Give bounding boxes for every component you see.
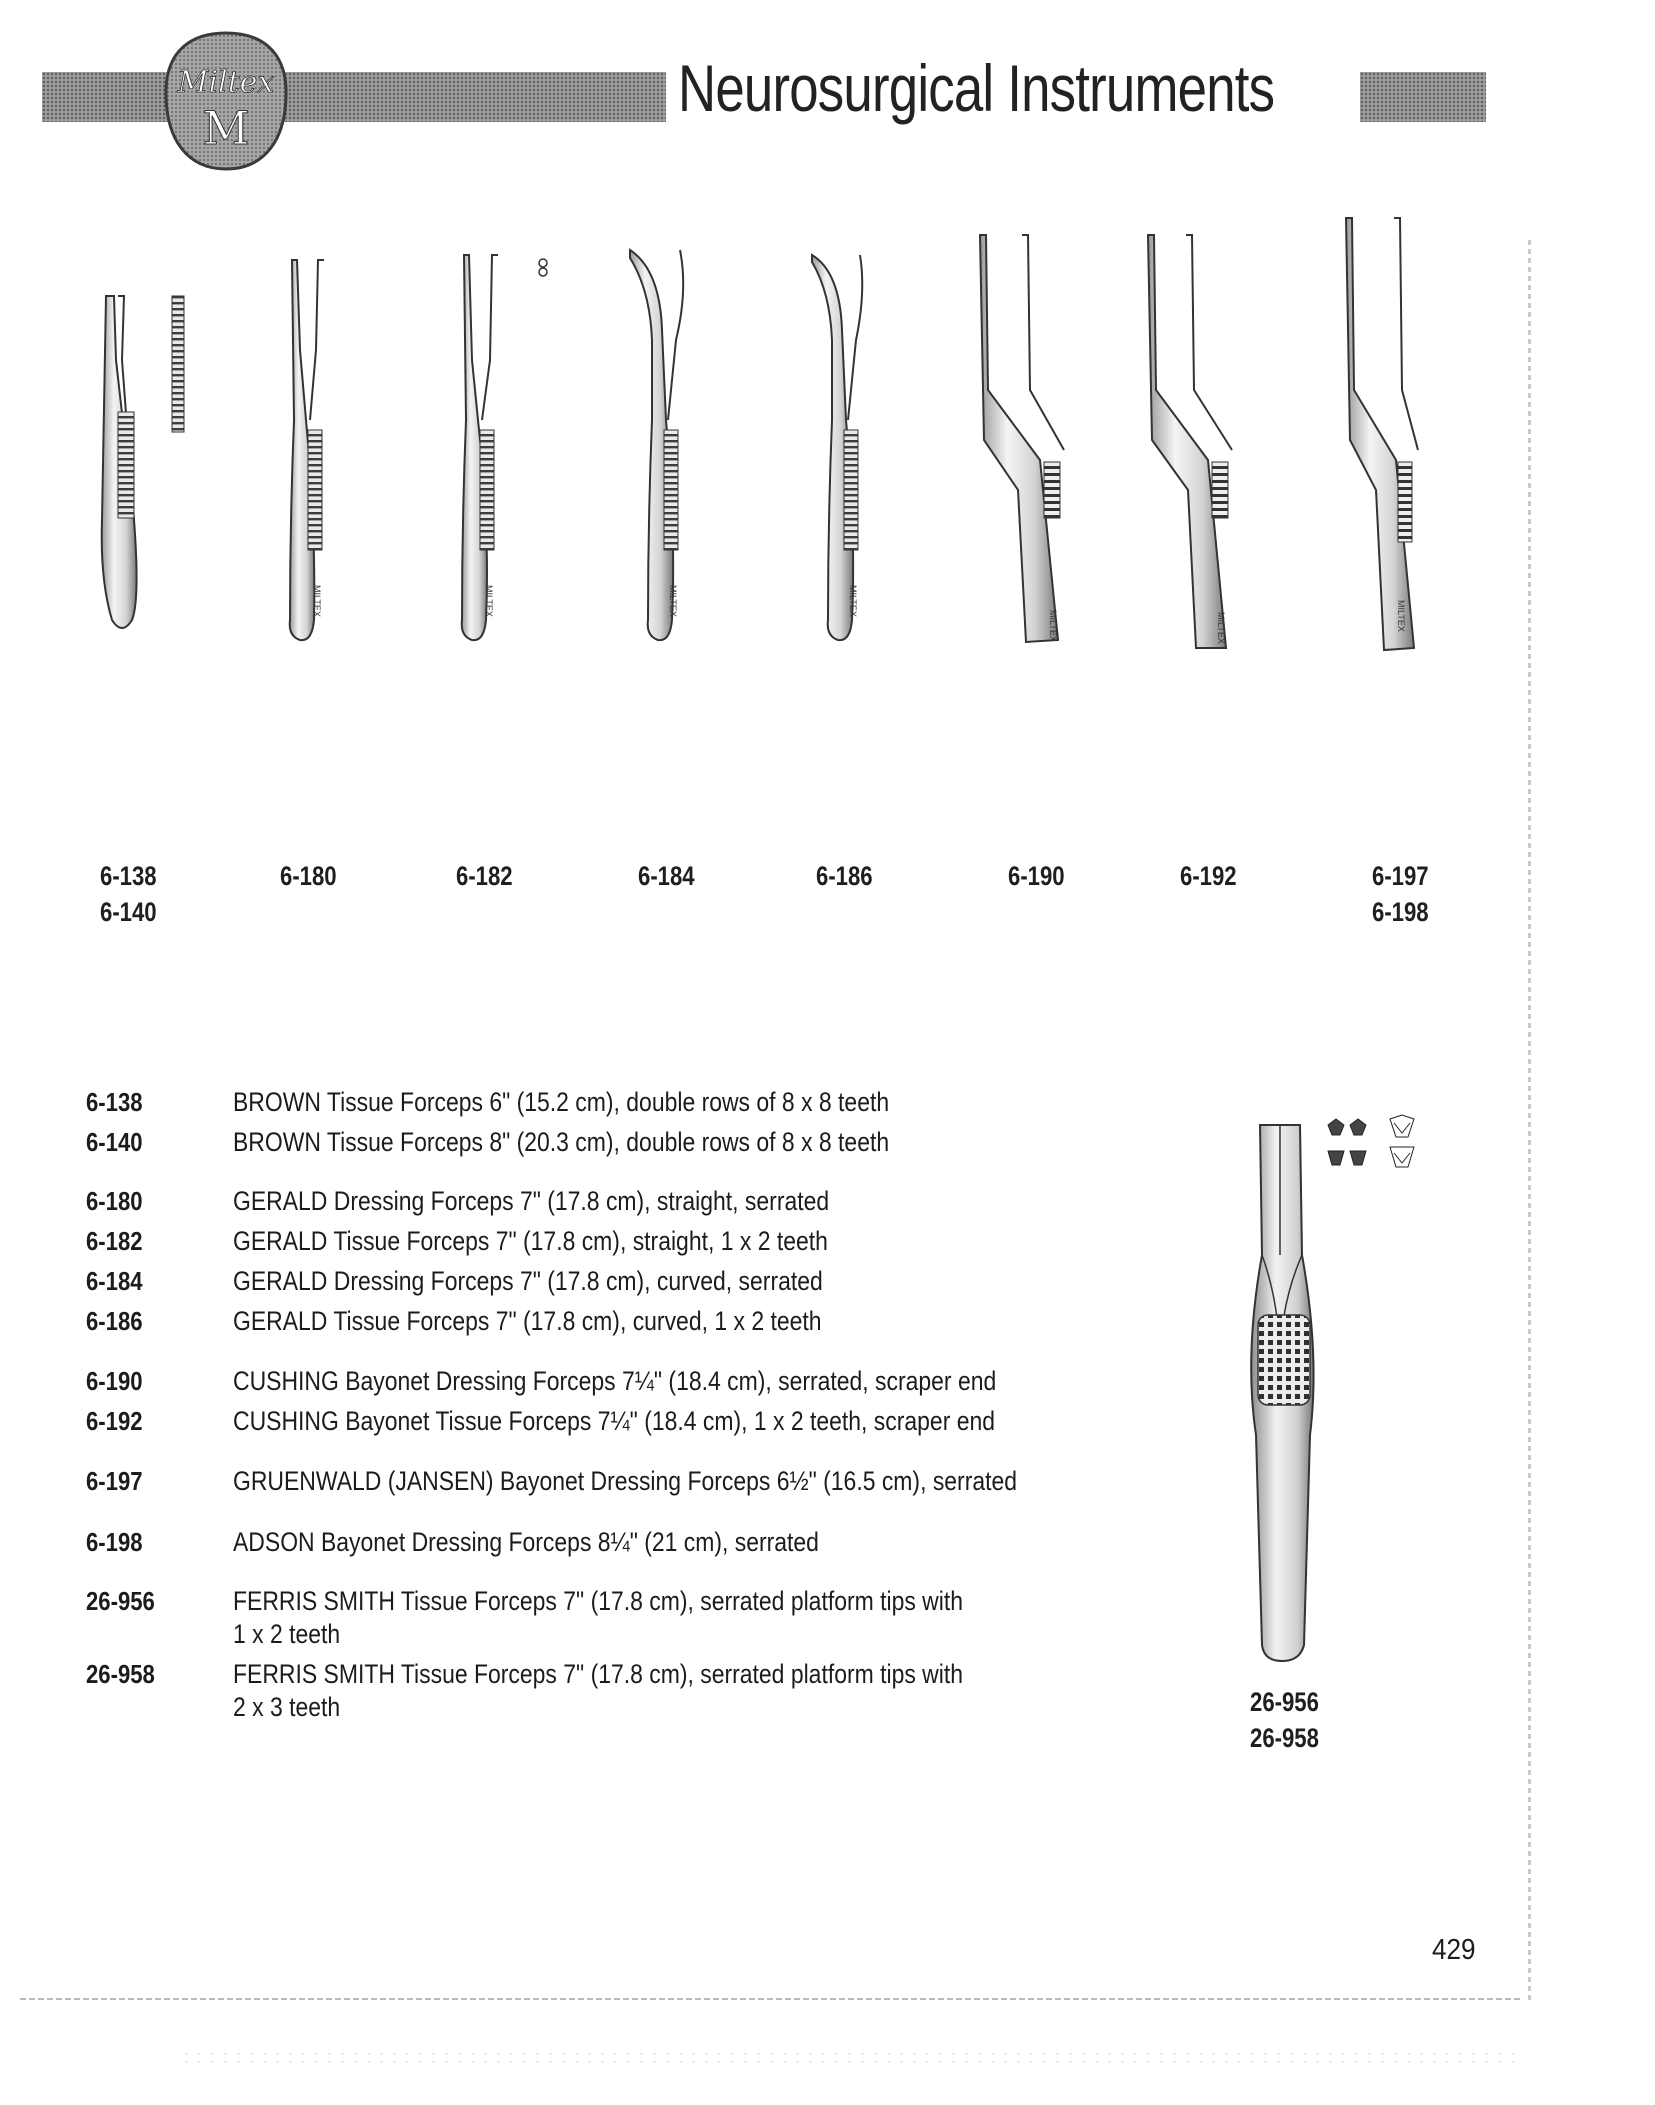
header-bar-middle bbox=[284, 72, 666, 122]
forceps-bayonet-6-197 bbox=[1346, 218, 1418, 650]
header-bar-left bbox=[42, 72, 170, 122]
figure-label-6-190: 6-190 bbox=[1008, 861, 1065, 891]
figure-label-6-186: 6-186 bbox=[816, 861, 873, 891]
product-description-continued: 1 x 2 teeth bbox=[233, 1619, 341, 1649]
product-description-continued: 2 x 3 teeth bbox=[233, 1692, 341, 1722]
tip-detail-icon bbox=[1328, 1115, 1414, 1167]
product-description: CUSHING Bayonet Dressing Forceps 7¼" (18.4 cm), serrated, scraper end bbox=[233, 1366, 997, 1396]
forceps-cushing-6-192 bbox=[1148, 235, 1232, 648]
product-code: 26-958 bbox=[86, 1659, 155, 1689]
handle-imprint: MILTEX bbox=[848, 585, 858, 617]
product-code: 6-138 bbox=[86, 1087, 143, 1117]
ferris-label: 26-956 26-958 bbox=[1250, 1687, 1319, 1753]
svg-text:M: M bbox=[202, 101, 250, 155]
figure-label-6-184: 6-184 bbox=[638, 861, 695, 891]
product-code: 6-186 bbox=[86, 1306, 143, 1336]
scan-bottom-line bbox=[20, 1998, 1520, 2000]
handle-imprint: MILTEX bbox=[1396, 600, 1406, 632]
scan-edge-line bbox=[1528, 240, 1531, 2000]
product-description: ADSON Bayonet Dressing Forceps 8¼" (21 cm), serrated bbox=[233, 1527, 819, 1557]
product-description: GERALD Dressing Forceps 7" (17.8 cm), straight, serrated bbox=[233, 1186, 830, 1216]
forceps-gerald-6-184 bbox=[630, 250, 683, 640]
product-code: 6-198 bbox=[86, 1527, 143, 1557]
product-description: FERRIS SMITH Tissue Forceps 7" (17.8 cm), serrated platform tips with bbox=[233, 1586, 964, 1616]
figure-label-6-182: 6-182 bbox=[456, 861, 513, 891]
product-code: 6-140 bbox=[86, 1127, 143, 1157]
product-description: BROWN Tissue Forceps 8" (20.3 cm), double rows of 8 x 8 teeth bbox=[233, 1127, 890, 1157]
miltex-logo bbox=[162, 30, 290, 172]
figure-label-6-197: 6-197 6-198 bbox=[1372, 861, 1429, 927]
product-code: 6-182 bbox=[86, 1226, 143, 1256]
product-description: FERRIS SMITH Tissue Forceps 7" (17.8 cm), serrated platform tips with bbox=[233, 1659, 964, 1689]
figure-label-6-180: 6-180 bbox=[280, 861, 337, 891]
figure-label-6-192: 6-192 bbox=[1180, 861, 1237, 891]
forceps-brown-6-138 bbox=[102, 296, 184, 628]
ferris-smith-forceps-illustration bbox=[1240, 1105, 1460, 1675]
instruments-illustration bbox=[0, 200, 1655, 900]
handle-imprint: MILTEX bbox=[484, 585, 494, 617]
product-code: 6-184 bbox=[86, 1266, 143, 1296]
handle-imprint: MILTEX bbox=[668, 585, 678, 617]
handle-imprint: MILTEX bbox=[312, 585, 322, 617]
product-code: 6-190 bbox=[86, 1366, 143, 1396]
handle-imprint: MILTEX bbox=[1216, 612, 1226, 644]
product-description: GRUENWALD (JANSEN) Bayonet Dressing Forceps 6½" (16.5 cm), serrated bbox=[233, 1466, 1018, 1496]
product-description: GERALD Dressing Forceps 7" (17.8 cm), curved, serrated bbox=[233, 1266, 823, 1296]
product-code: 6-180 bbox=[86, 1186, 143, 1216]
product-code: 6-192 bbox=[86, 1406, 143, 1436]
product-description: GERALD Tissue Forceps 7" (17.8 cm), curved, 1 x 2 teeth bbox=[233, 1306, 822, 1336]
forceps-gerald-6-186 bbox=[812, 255, 862, 640]
handle-imprint: MILTEX bbox=[1048, 610, 1058, 642]
figure-label-6-138: 6-138 6-140 bbox=[100, 861, 157, 927]
product-description: BROWN Tissue Forceps 6" (15.2 cm), double rows of 8 x 8 teeth bbox=[233, 1087, 890, 1117]
page-title: Neurosurgical Instruments bbox=[678, 51, 1275, 125]
scan-noise bbox=[180, 2050, 1520, 2066]
forceps-gerald-6-180 bbox=[290, 260, 324, 640]
forceps-gerald-6-182 bbox=[462, 255, 547, 640]
product-description: CUSHING Bayonet Tissue Forceps 7¼" (18.4 cm), 1 x 2 teeth, scraper end bbox=[233, 1406, 996, 1436]
product-code: 6-197 bbox=[86, 1466, 143, 1496]
product-description: GERALD Tissue Forceps 7" (17.8 cm), straight, 1 x 2 teeth bbox=[233, 1226, 828, 1256]
header-bar-right bbox=[1360, 72, 1486, 122]
page-number: 429 bbox=[1432, 1934, 1476, 1966]
product-code: 26-956 bbox=[86, 1586, 155, 1616]
forceps-cushing-6-190 bbox=[980, 235, 1064, 642]
svg-text:Miltex: Miltex bbox=[177, 65, 275, 100]
